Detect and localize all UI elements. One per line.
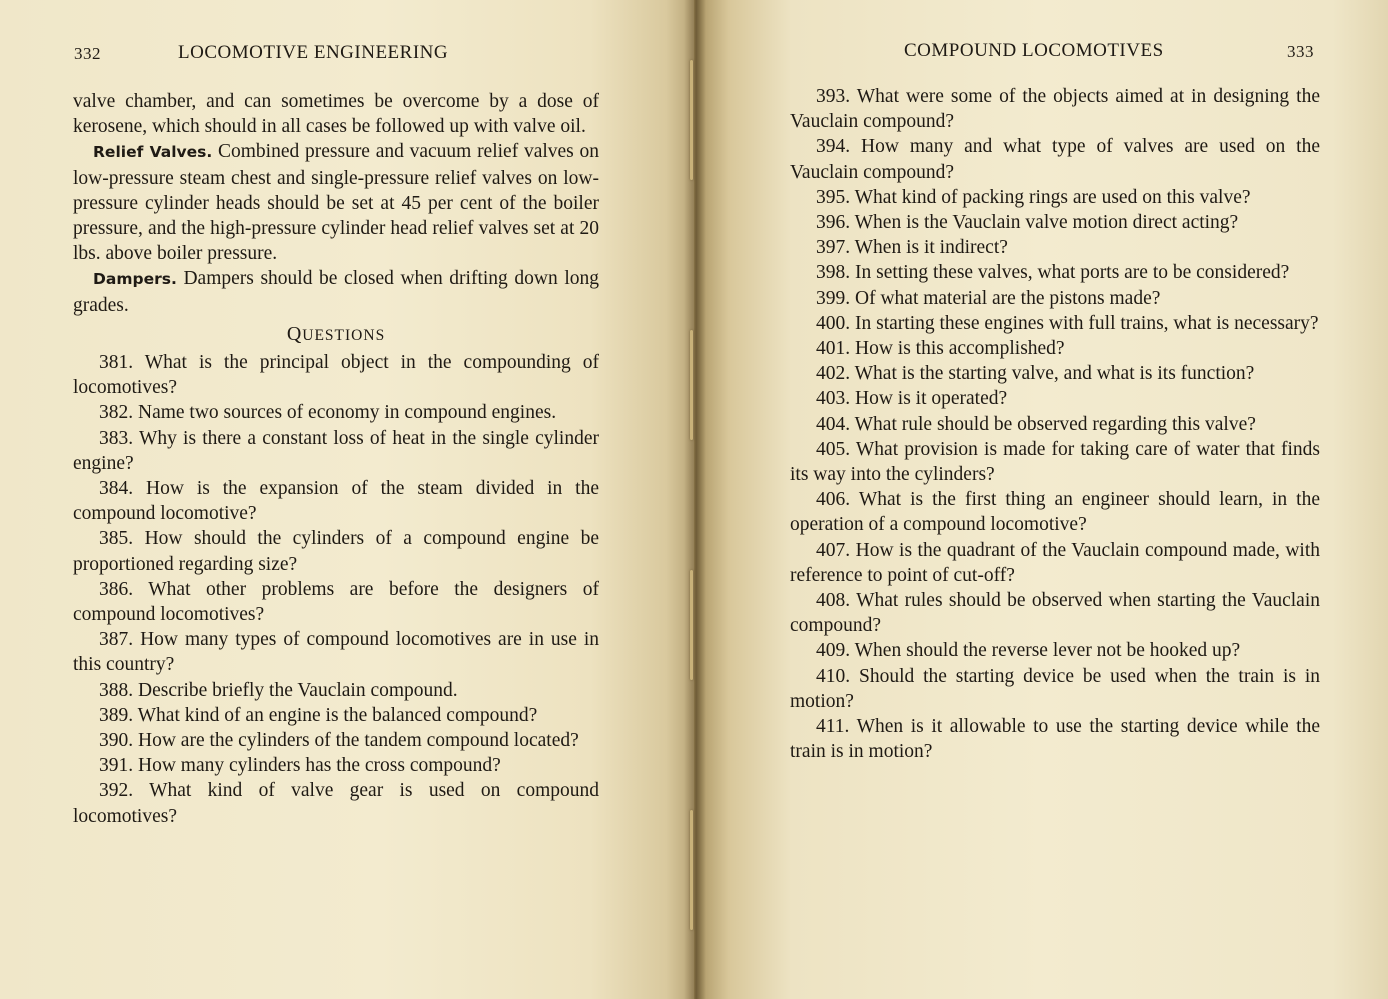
question-item — [790, 412, 1320, 437]
question-text: How are the cylinders of the tandem compound located? — [138, 730, 579, 752]
question-number: 394. — [816, 136, 851, 158]
question-item — [790, 311, 1320, 336]
question-text: Describe briefly the Vauclain compound. — [138, 679, 458, 701]
question-item — [790, 386, 1320, 411]
dampers-heading: Dampers. — [93, 270, 177, 289]
question-item — [73, 627, 599, 677]
question-number: 411. — [816, 716, 850, 738]
question-number: 388. — [99, 679, 134, 701]
right-page-body — [790, 84, 1320, 764]
question-item — [790, 361, 1320, 386]
question-item — [790, 437, 1320, 487]
question-item — [73, 426, 599, 476]
question-number: 383. — [99, 427, 134, 449]
question-item — [790, 260, 1320, 285]
right-page-number: 333 — [1287, 42, 1314, 61]
question-text: What rules should be observed when starting the Vauclain compound? — [790, 590, 1320, 637]
question-number: 410. — [816, 665, 851, 687]
question-number: 403. — [816, 388, 851, 410]
question-number: 389. — [99, 704, 134, 726]
question-item — [790, 588, 1320, 638]
binding-thread — [690, 330, 693, 440]
book-gutter — [684, 0, 706, 999]
question-text: Of what material are the pistons made? — [855, 287, 1161, 309]
relief-valves-heading: Relief Valves. — [93, 143, 213, 162]
question-text: When is the Vauclain valve motion direct acting? — [854, 212, 1239, 234]
question-number: 406. — [816, 489, 851, 511]
question-item — [790, 714, 1320, 764]
question-number: 387. — [99, 629, 134, 651]
left-running-title: LOCOMOTIVE ENGINEERING — [178, 42, 449, 63]
question-number: 393. — [816, 86, 851, 107]
question-text: Should the starting device be used when the train is in motion? — [790, 665, 1321, 712]
question-text: How is it operated? — [855, 388, 1008, 410]
binding-thread — [690, 60, 693, 180]
dampers-paragraph — [73, 266, 599, 317]
question-text: What rule should be observed regarding this valve? — [854, 413, 1256, 435]
question-item — [790, 538, 1320, 588]
questions-heading — [73, 322, 599, 348]
relief-valves-text: Combined pressure and vacuum relief valves on low-pressure steam chest and single-pressure relief valves on low-pressure cylinder heads should be set at 45 per cent of the boiler pressure, and the high-pressure cylinder head relief valves set at 20 lbs. above boiler pressure. — [73, 141, 599, 265]
question-item — [790, 336, 1320, 361]
question-text: What is the first thing an engineer should learn, in the operation of a compound locomotive? — [790, 489, 1320, 536]
question-number: 396. — [816, 212, 851, 234]
binding-thread — [690, 570, 693, 680]
question-number: 402. — [816, 363, 851, 385]
question-number: 404. — [816, 413, 851, 435]
question-number: 386. — [99, 578, 134, 600]
dampers-text: Dampers should be closed when drifting down long grades. — [73, 268, 599, 316]
question-number: 408. — [816, 590, 851, 612]
question-item — [790, 286, 1320, 311]
question-number: 390. — [99, 730, 134, 752]
question-item — [790, 134, 1320, 184]
question-item — [790, 84, 1320, 134]
left-page-number: 332 — [74, 44, 101, 63]
question-text: What is the starting valve, and what is its function? — [854, 363, 1255, 385]
question-item — [73, 678, 599, 703]
question-text: Why is there a constant loss of heat in the single cylinder engine? — [73, 427, 599, 474]
question-number: 407. — [816, 539, 851, 561]
question-item — [790, 185, 1320, 210]
right-running-title: COMPOUND LOCOMOTIVES — [904, 40, 1164, 61]
question-number: 395. — [816, 186, 851, 208]
question-number: 409. — [816, 640, 851, 662]
right-page — [694, 0, 1388, 999]
question-number: 384. — [99, 478, 134, 500]
question-text: What were some of the objects aimed at in designing the Vauclain compound? — [790, 86, 1320, 133]
question-text: How many and what type of valves are used on the Vauclain compound? — [790, 136, 1320, 183]
question-text: In setting these valves, what ports are to be considered? — [855, 262, 1290, 284]
question-item — [73, 526, 599, 576]
relief-valves-paragraph — [73, 139, 599, 266]
question-text: What kind of valve gear is used on compound locomotives? — [73, 780, 599, 827]
question-item — [73, 728, 599, 753]
questions-heading-rest: UESTIONS — [302, 326, 386, 344]
question-item — [73, 476, 599, 526]
binding-thread — [690, 810, 693, 930]
question-number: 382. — [99, 402, 134, 424]
question-number: 399. — [816, 287, 851, 309]
question-text: In starting these engines with full trains, what is necessary? — [855, 312, 1319, 334]
questions-heading-initial: Q — [286, 322, 303, 345]
question-text: How many cylinders has the cross compound? — [138, 755, 501, 777]
right-running-head — [904, 40, 1314, 70]
question-number: 400. — [816, 312, 851, 334]
question-text: When is it allowable to use the starting device while the train is in motion? — [790, 716, 1320, 763]
opening-paragraph: valve chamber, and can sometimes be overcome by a dose of kerosene, which should in all cases be followed up with valve oil. — [73, 91, 599, 138]
question-item — [73, 400, 599, 425]
question-text: How is this accomplished? — [855, 338, 1065, 360]
question-text: What provision is made for taking care of water that finds its way into the cylinders? — [790, 438, 1320, 486]
question-number: 391. — [99, 755, 134, 777]
question-item — [790, 664, 1320, 714]
question-text: How is the quadrant of the Vauclain compound made, with reference to point of cut-off? — [790, 539, 1321, 586]
question-item — [790, 638, 1320, 663]
question-item — [790, 487, 1320, 537]
question-number: 405. — [816, 438, 851, 460]
question-number: 397. — [816, 237, 851, 259]
question-text: How is the expansion of the steam divided in the compound locomotive? — [73, 478, 600, 525]
question-number: 381. — [99, 352, 134, 374]
question-item — [73, 753, 599, 778]
question-text: What kind of an engine is the balanced compound? — [137, 704, 538, 726]
question-text: When should the reverse lever not be hooked up? — [854, 640, 1241, 662]
question-text: How should the cylinders of a compound engine be proportioned regarding size? — [73, 528, 600, 575]
left-running-head — [74, 40, 604, 70]
question-item — [790, 210, 1320, 235]
question-number: 385. — [99, 528, 134, 550]
question-item — [73, 778, 599, 828]
question-number: 401. — [816, 338, 851, 360]
question-item — [73, 350, 599, 400]
question-text: How many types of compound locomotives are in use in this country? — [73, 629, 600, 676]
question-text: What is the principal object in the compounding of locomotives? — [73, 352, 599, 399]
question-text: What kind of packing rings are used on this valve? — [854, 186, 1251, 208]
question-item — [790, 235, 1320, 260]
question-text: When is it indirect? — [854, 237, 1008, 259]
question-number: 398. — [816, 262, 851, 284]
left-page-body — [73, 89, 599, 829]
question-number: 392. — [99, 780, 134, 802]
question-item — [73, 703, 599, 728]
question-text: What other problems are before the designers of compound locomotives? — [73, 578, 599, 626]
question-item — [73, 577, 599, 627]
question-text: Name two sources of economy in compound engines. — [138, 402, 557, 424]
